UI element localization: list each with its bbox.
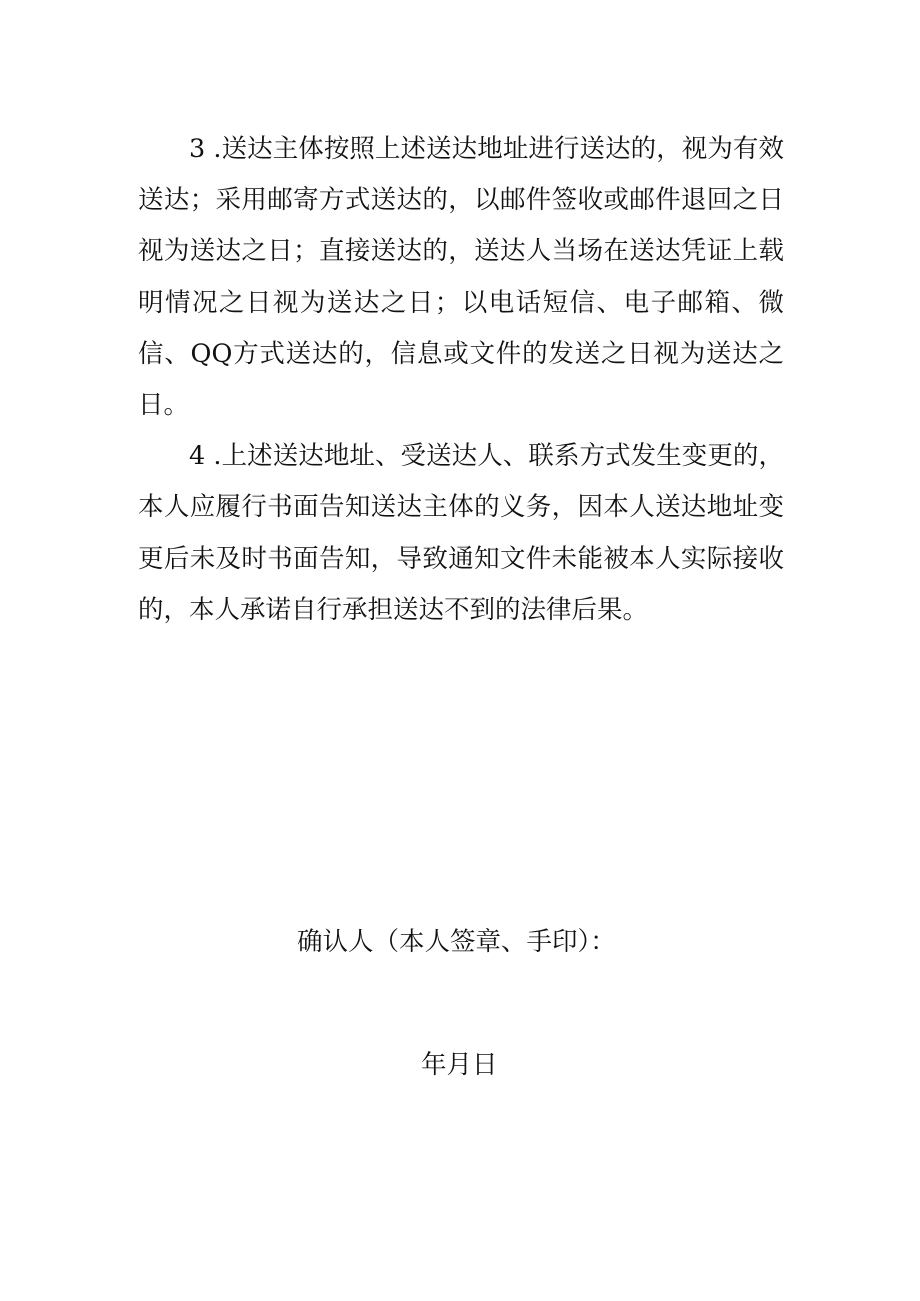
paragraph-change-notification: 4 .上述送达地址、受送达人、联系方式发生变更的，本人应履行书面告知送达主体的义务，因本人送达地址变更后未及时书面告知，导致通知文件未能被本人实际接收的，本人承诺自行承担送达不到的法律后果。 — [138, 441, 784, 625]
document-body — [138, 124, 784, 636]
paragraph-service-effectiveness: 3 .送达主体按照上述送达地址进行送达的，视为有效送达；采用邮寄方式送达的，以邮件签收或邮件退回之日视为送达之日；直接送达的，送达人当场在送达凭证上载明情况之日视为送达之日；以电话短信、电子邮箱、微信、QQ方式送达的，信息或文件的发送之日视为送达之日。 — [138, 134, 784, 421]
signature-date-line: 年月日 — [421, 1050, 498, 1080]
confirmation-signature-label: 确认人（本人签章、手印）： — [297, 927, 616, 957]
